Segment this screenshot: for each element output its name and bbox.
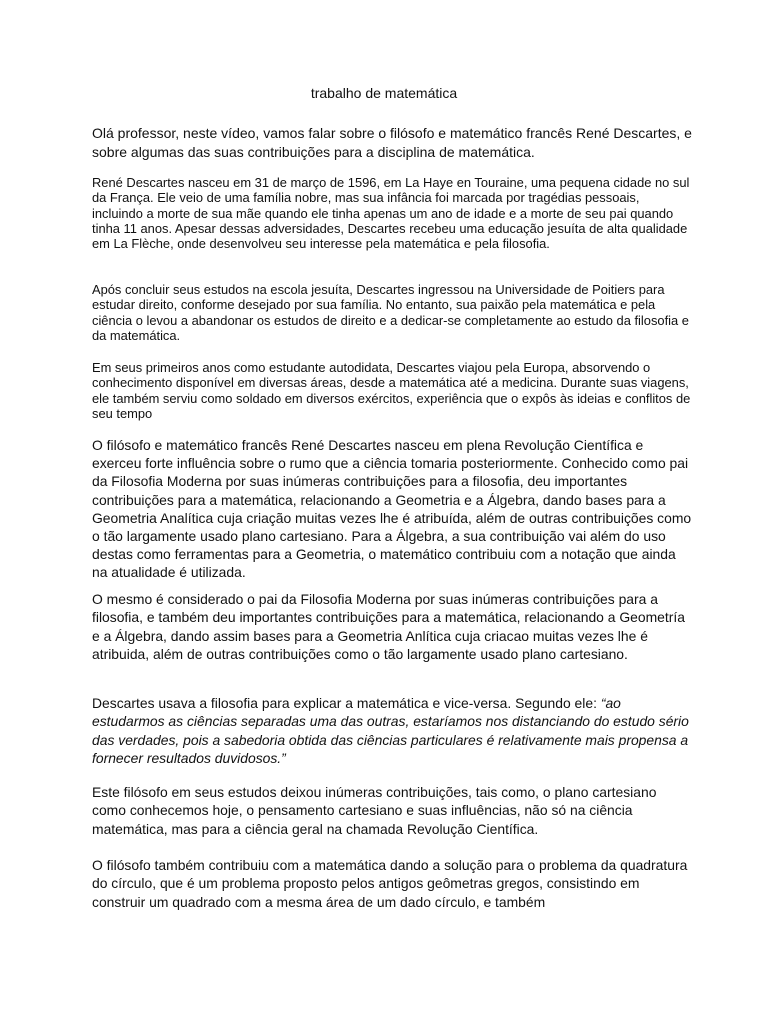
quote-text: “ao estudarmos as ciências separadas uma das outras, estaríamos nos distanciando do estudo sério das verdades, pois a sabedoria obtida das ciências particulares é relativamente mais propensa a fornecer resultados duvidosos.” xyxy=(92,695,689,767)
paragraph-birth: René Descartes nasceu em 31 de março de 1596, em La Haye en Touraine, uma pequena cidade no sul da França. Ele veio de uma família nobre, mas sua infância foi marcada por tragédias pessoais, incluindo a morte de sua mãe quando ele tinha apenas um ano de idade e a morte de seu pai quando tinha 11 anos. Apesar dessas adversidades, Descartes recebeu uma educação jesuíta de alta qualidade em La Flèche, onde desenvolveu seu interesse pela matemática e pela filosofia. xyxy=(92,175,690,252)
paragraph-quadrature: O filósofo também contribuiu com a matemática dando a solução para o problema da quadratura do círculo, que é um problema proposto pelos antigos geômetras gregos, consistindo em construir um quadrado com a mesma área de um dado círculo, e também xyxy=(92,857,688,910)
paragraph-modern-philosophy: O mesmo é considerado o pai da Filosofia Moderna por suas inúmeras contribuições para a filosofia, e também deu importantes contribuições para a matemática, relacionando a Geometría e a Álgebra, dando assim bases para a Geometria Anlítica cuja criacao muitas vezes lhe é atribuida, além de outras contribuições como o tão largamente usado plano cartesiano. xyxy=(92,591,685,663)
paragraph-contributions: Este filósofo em seus estudos deixou inúmeras contribuições, tais como, o plano cartesiano como conhecemos hoje, o pensamento cartesiano e suas influências, não só na ciência matemática, mas para a ciência geral na chamada Revolução Científica. xyxy=(92,784,657,837)
paragraph-quote xyxy=(92,694,692,768)
document-title: trabalho de matemática xyxy=(310,85,458,101)
quote-intro: Descartes usava a filosofia para explicar a matemática e vice-versa. Segundo ele: xyxy=(92,695,601,711)
paragraph-travels: Em seus primeiros anos como estudante autodidata, Descartes viajou pela Europa, absorvendo o conhecimento disponível em diversas áreas, desde a matemática até a medicina. Durante suas viagens, ele também serviu como soldado em diversos exércitos, experiência que o expôs às ideias e conflitos de seu tempo xyxy=(92,360,691,421)
paragraph-scientific-revolution: O filósofo e matemático francês René Descartes nasceu em plena Revolução Científica e exerceu forte influência sobre o rumo que a ciência tomaria posteriormente. Conhecido como pai da Filosofia Moderna por suas inúmeras contribuições para a filosofia, deu importantes contribuições para a matemática, relacionando a Geometria e a Álgebra, dando bases para a Geometria Analítica cuja criação muitas vezes lhe é atribuída, além de outras contribuições como o tão largamente usado plano cartesiano. Para a Álgebra, a sua contribuição vai além do uso destas como ferramentas para a Geometria, o matemático contribuiu com a notação que ainda na atualidade é utilizada. xyxy=(92,437,692,581)
intro-paragraph: Olá professor, neste vídeo, vamos falar sobre o filósofo e matemático francês René Descartes, e sobre algumas das suas contribuições para a disciplina de matemática. xyxy=(92,125,692,160)
paragraph-university: Após concluir seus estudos na escola jesuíta, Descartes ingressou na Universidade de Poitiers para estudar direito, conforme desejado por sua família. No entanto, sua paixão pela matemática e pela ciência o levou a abandonar os estudos de direito e a dedicar-se completamente ao estudo da filosofia e da matemática. xyxy=(92,282,689,343)
